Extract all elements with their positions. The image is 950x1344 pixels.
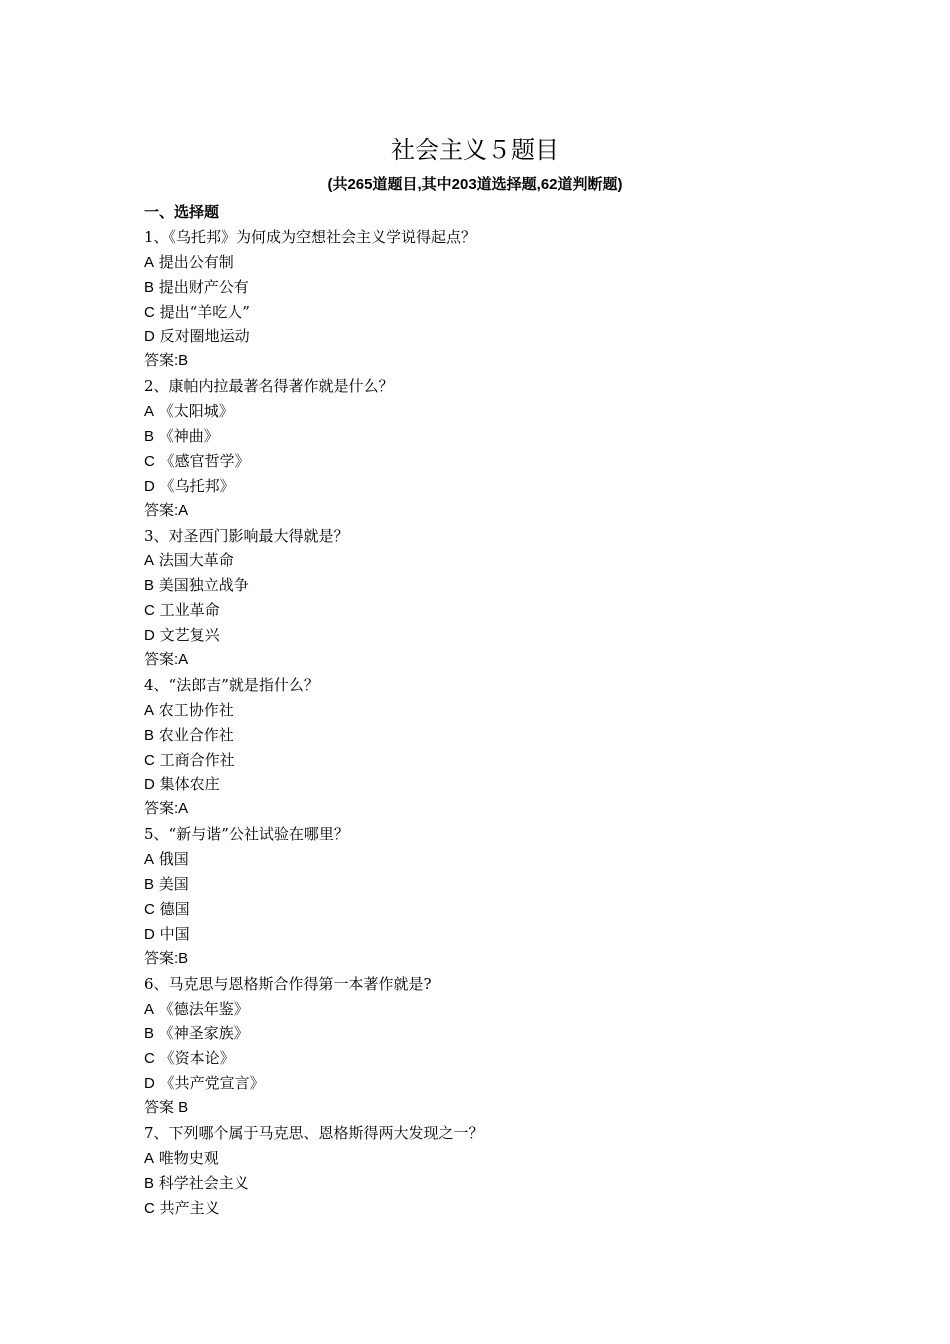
answer-line: 答案:A xyxy=(144,651,189,669)
option-letter: D xyxy=(144,627,155,645)
option-line xyxy=(144,1196,824,1221)
option-letter: D xyxy=(144,925,155,943)
question-text: 5、“新与谐”公社试验在哪里？ xyxy=(144,825,349,844)
option-text: 提出“羊吃人” xyxy=(159,302,250,321)
option-line xyxy=(144,449,824,474)
question-text: 7、下列哪个属于马克思、恩格斯得两大发现之一？ xyxy=(144,1123,484,1142)
option-line xyxy=(144,1171,824,1196)
option-text: 提出财产公有 xyxy=(158,277,249,296)
option-text: 共产主义 xyxy=(159,1198,220,1217)
answer-line: 答案:B xyxy=(144,949,189,967)
option-line xyxy=(144,997,824,1022)
option-letter: A xyxy=(144,552,155,570)
question-text: 4、“法郎吉”就是指什么？ xyxy=(144,675,319,694)
option-text: 农工协作社 xyxy=(158,700,234,719)
option-letter: C xyxy=(144,1199,155,1217)
question-text: 6、马克思与恩格斯合作得第一本著作就是? xyxy=(144,974,432,993)
option-line xyxy=(144,1071,824,1096)
option-line xyxy=(144,324,824,349)
option-line xyxy=(144,897,824,922)
option-letter: B xyxy=(144,1025,155,1043)
option-line xyxy=(144,300,824,325)
question-text: 2、康帕内拉最著名得著作就是什么？ xyxy=(144,377,394,396)
option-line xyxy=(144,748,824,773)
option-text: 中国 xyxy=(159,924,190,943)
option-text: 提出公有制 xyxy=(158,252,234,271)
option-text: 科学社会主义 xyxy=(158,1173,249,1192)
option-line xyxy=(144,424,824,449)
option-line xyxy=(144,872,824,897)
option-letter: D xyxy=(144,776,155,794)
option-line xyxy=(144,1146,824,1171)
option-text: 工商合作社 xyxy=(159,750,235,769)
document-subtitle: (共265道题目,其中203道选择题,62道判断题) xyxy=(327,176,623,193)
section-heading: 一、选择题 xyxy=(144,203,220,221)
answer-line: 答案:B xyxy=(144,352,189,370)
option-text: 反对圈地运动 xyxy=(159,327,250,346)
option-text: 美国独立战争 xyxy=(158,576,249,595)
option-line xyxy=(144,399,824,424)
option-text: 《共产党宣言》 xyxy=(159,1074,265,1093)
option-letter: B xyxy=(144,726,155,744)
option-line xyxy=(144,474,824,499)
question-text: 1、《乌托邦》为何成为空想社会主义学说得起点？ xyxy=(144,227,477,246)
option-text: 《资本论》 xyxy=(159,1049,235,1068)
option-line xyxy=(144,698,824,723)
option-letter: C xyxy=(144,900,155,918)
option-text: 《太阳城》 xyxy=(158,402,234,421)
question-list xyxy=(144,200,824,1221)
option-text: 工业革命 xyxy=(159,601,220,620)
option-line xyxy=(144,847,824,872)
option-letter: A xyxy=(144,1000,155,1018)
option-letter: C xyxy=(144,303,155,321)
question-text: 3、对圣西门影响最大得就是？ xyxy=(144,526,349,545)
option-text: 集体农庄 xyxy=(159,775,220,794)
option-line xyxy=(144,250,824,275)
option-text: 《乌托邦》 xyxy=(159,476,235,495)
option-letter: B xyxy=(144,577,155,595)
option-letter: C xyxy=(144,751,155,769)
answer-line: 答案:A xyxy=(144,501,189,519)
option-line xyxy=(144,723,824,748)
option-letter: A xyxy=(144,1149,155,1167)
option-line xyxy=(144,922,824,947)
option-line xyxy=(144,275,824,300)
option-text: 《感官哲学》 xyxy=(159,451,250,470)
option-letter: A xyxy=(144,403,155,421)
option-text: 俄国 xyxy=(158,850,189,869)
option-line xyxy=(144,598,824,623)
option-line xyxy=(144,573,824,598)
option-text: 德国 xyxy=(159,899,190,918)
option-line xyxy=(144,772,824,797)
option-text: 法国大革命 xyxy=(158,551,234,570)
option-letter: B xyxy=(144,278,155,296)
option-text: 《神圣家族》 xyxy=(158,1024,249,1043)
option-letter: A xyxy=(144,851,155,869)
document-title: 社会主义５题目 xyxy=(391,136,559,164)
option-line xyxy=(144,1021,824,1046)
option-letter: D xyxy=(144,328,155,346)
option-text: 文艺复兴 xyxy=(159,626,220,645)
option-line xyxy=(144,548,824,573)
answer-line: 答案 B xyxy=(144,1099,189,1117)
option-line xyxy=(144,1046,824,1071)
option-letter: A xyxy=(144,253,155,271)
option-letter: D xyxy=(144,477,155,495)
option-text: 农业合作社 xyxy=(158,725,234,744)
option-text: 《神曲》 xyxy=(158,427,219,446)
option-text: 美国 xyxy=(158,875,189,894)
option-letter: C xyxy=(144,1050,155,1068)
option-letter: A xyxy=(144,701,155,719)
option-letter: C xyxy=(144,452,155,470)
option-text: 《德法年鉴》 xyxy=(158,999,249,1018)
option-letter: B xyxy=(144,876,155,894)
option-text: 唯物史观 xyxy=(158,1148,219,1167)
option-letter: D xyxy=(144,1075,155,1093)
option-letter: C xyxy=(144,602,155,620)
option-line xyxy=(144,623,824,648)
option-letter: B xyxy=(144,428,155,446)
option-letter: B xyxy=(144,1174,155,1192)
answer-line: 答案:A xyxy=(144,800,189,818)
